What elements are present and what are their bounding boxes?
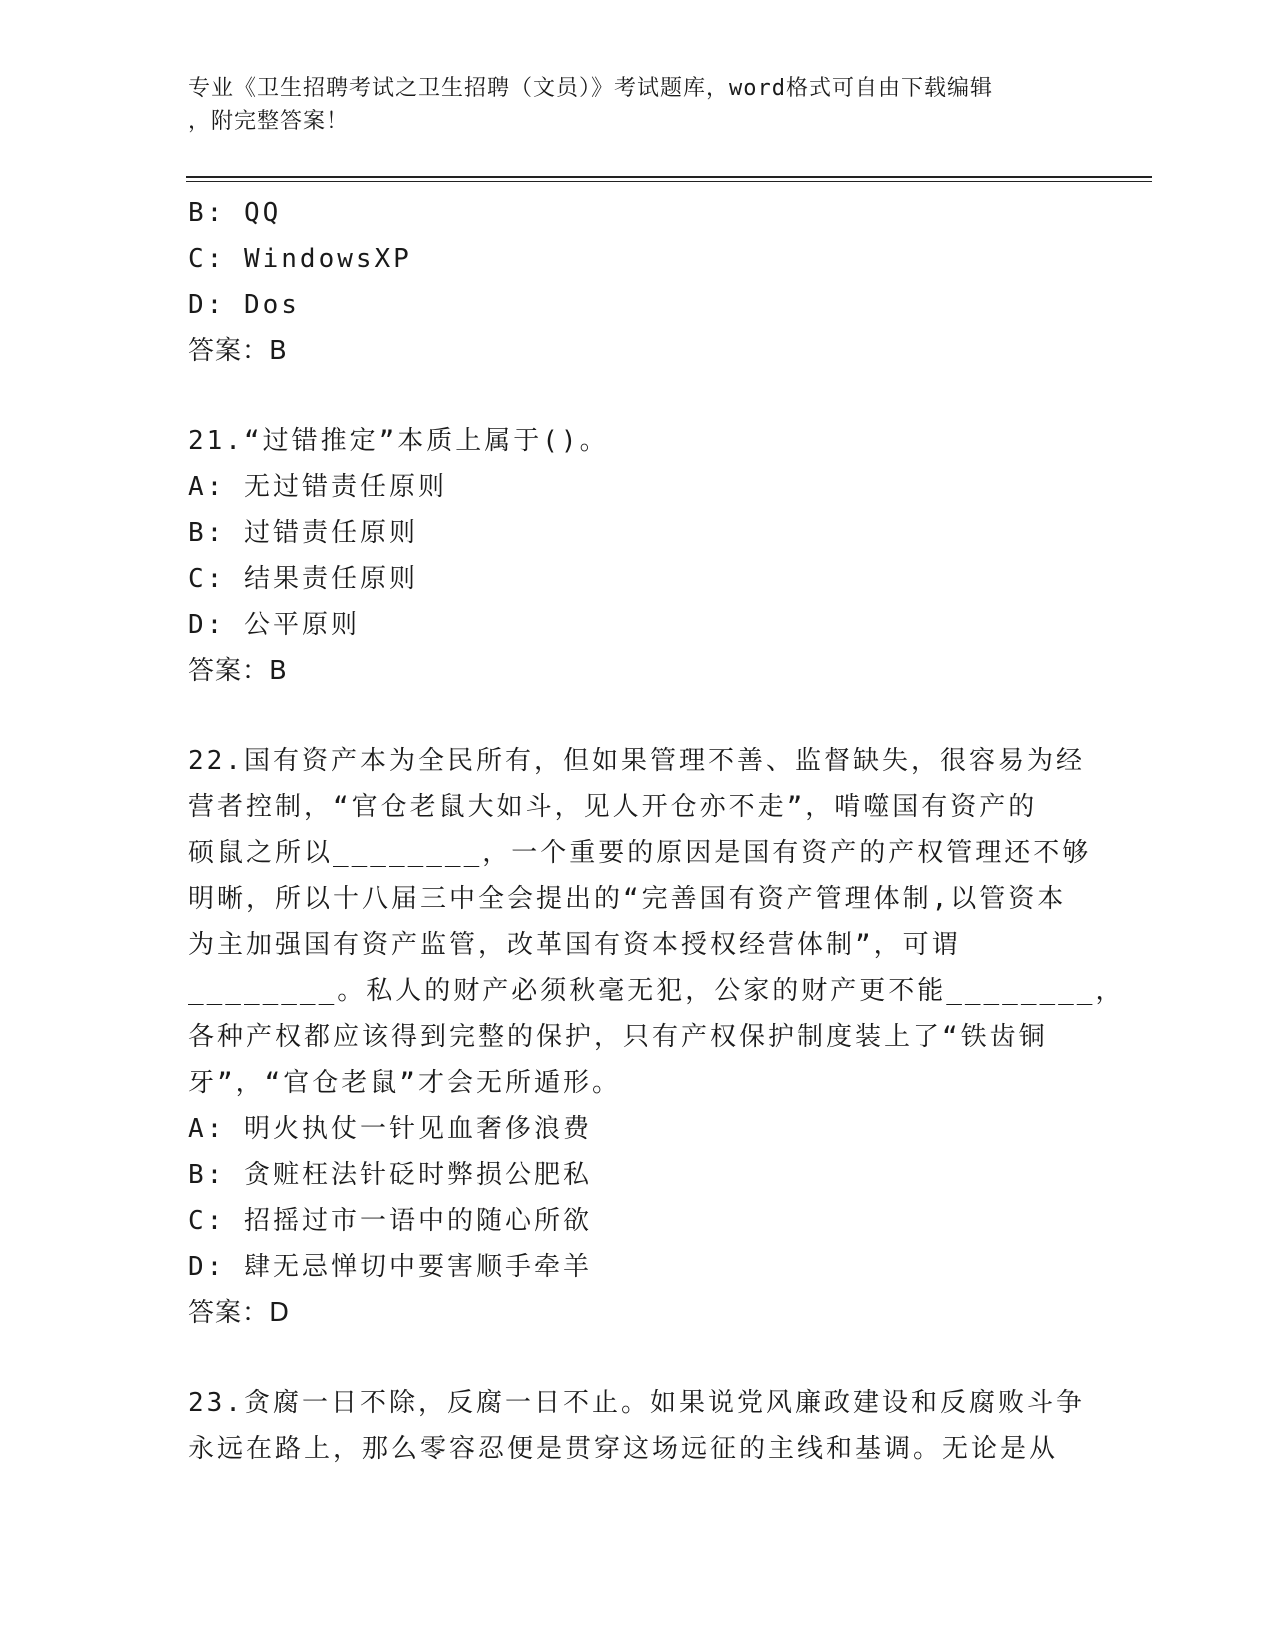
- question-stem-line: 各种产权都应该得到完整的保护，只有产权保护制度装上了“铁齿铜: [188, 1022, 1048, 1052]
- option-c: C: 招摇过市一语中的随心所欲: [188, 1206, 592, 1236]
- question-stem-line: 牙”，“官仓老鼠”才会无所遁形。: [188, 1068, 621, 1098]
- question-20-tail: [188, 190, 1088, 374]
- option-a: A: 明火执仗一针见血奢侈浪费: [188, 1114, 592, 1144]
- answer: 答案：B: [188, 656, 288, 686]
- question-stem-line: 23.贪腐一日不除，反腐一日不止。如果说党风廉政建设和反腐败斗争: [188, 1388, 1085, 1418]
- question-stem-line: 永远在路上，那么零容忍便是贯穿这场远征的主线和基调。无论是从: [188, 1434, 1059, 1464]
- question-stem: 21.“过错推定”本质上属于()。: [188, 426, 609, 456]
- question-stem-line: 22.国有资产本为全民所有，但如果管理不善、监督缺失，很容易为经: [188, 746, 1085, 776]
- option-b: B: 贪赃枉法针砭时弊损公肥私: [188, 1160, 592, 1190]
- option-b: B: QQ: [188, 198, 282, 228]
- question-stem-line: 营者控制，“官仓老鼠大如斗，见人开仓亦不走”，啃噬国有资产的: [188, 792, 1038, 822]
- option-a: A: 无过错责任原则: [188, 472, 447, 502]
- document-body: [188, 190, 1125, 1472]
- question-stem-line: 为主加强国有资产监管，改革国有资本授权经营体制”，可谓: [188, 930, 961, 960]
- question-22: [188, 738, 1125, 1336]
- question-stem-line: 明晰，所以十八届三中全会提出的“完善国有资产管理体制,以管资本: [188, 884, 1067, 914]
- option-d: D: Dos: [188, 290, 300, 320]
- header-line-2: ，附完整答案！: [188, 109, 350, 134]
- question-23: [188, 1380, 1088, 1472]
- option-c: C: WindowsXP: [188, 244, 412, 274]
- header-line-1: 专业《卫生招聘考试之卫生招聘（文员）》考试题库，word格式可自由下载编辑: [188, 76, 993, 101]
- header-divider: [186, 176, 1152, 182]
- question-stem-line: 硕鼠之所以________，一个重要的原因是国有资产的产权管理还不够: [188, 838, 1092, 868]
- answer: 答案：B: [188, 336, 288, 366]
- answer: 答案：D: [188, 1298, 291, 1328]
- option-d: D: 肆无忌惮切中要害顺手牵羊: [188, 1252, 592, 1282]
- option-c: C: 结果责任原则: [188, 564, 418, 594]
- question-stem-line: ________。私人的财产必须秋毫无犯，公家的财产更不能________，: [188, 976, 1125, 1006]
- page-header: [188, 72, 1068, 138]
- question-21: [188, 418, 1088, 694]
- option-b: B: 过错责任原则: [188, 518, 418, 548]
- option-d: D: 公平原则: [188, 610, 360, 640]
